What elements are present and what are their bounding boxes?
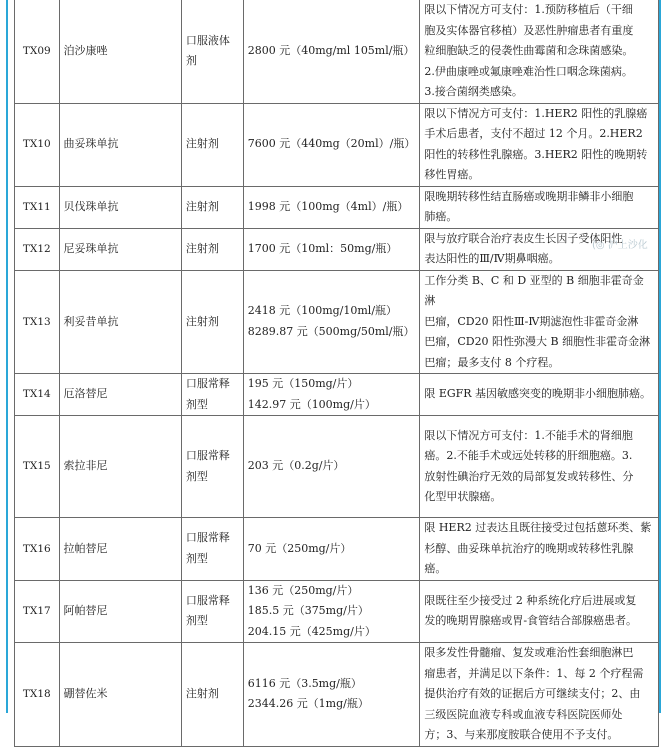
drug-code-cell: TX15: [15, 416, 60, 518]
dosage-form-line: 注射剂: [185, 199, 219, 213]
dosage-form-line: 剂型: [185, 397, 208, 411]
drug-name-cell: 曲妥珠单抗: [59, 103, 181, 186]
table-row: [15, 518, 659, 581]
dosage-form-line: 剂型: [185, 551, 208, 565]
drug-price-cell: [243, 103, 420, 186]
drug-code-cell: TX18: [15, 643, 60, 747]
reimbursement-limit-cell: [420, 270, 659, 374]
drug-price-cell: [243, 270, 420, 374]
table-row: [15, 416, 659, 518]
drug-price-cell: [243, 518, 420, 581]
reimbursement-limit-line: 三级医院血液专科或血液专科医院医师处: [424, 707, 623, 721]
reimbursement-limit-line: 肺癌。: [424, 210, 458, 223]
drug-price-line: 136 元（250mg/片）: [247, 583, 359, 597]
drug-code-cell: TX16: [15, 518, 60, 581]
drug-price-line: 195 元（150mg/片）: [247, 377, 359, 390]
drug-price-line: 142.97 元（100mg/片）: [247, 397, 376, 411]
drug-price-line: 1998 元（100mg（4ml）/瓶）: [247, 199, 409, 213]
reimbursement-limit-line: 发的晚期胃腺癌或胃-食管结合部腺癌患者。: [424, 614, 638, 628]
reimbursement-limit-line: 阳性的转移性乳腺癌。3.HER2 阳性的晚期转: [424, 147, 648, 161]
reimbursement-limit-line: 限晚期转移性结直肠癌或晚期非鳞非小细胞: [424, 189, 634, 203]
reimbursement-limit-cell: [420, 416, 659, 518]
reimbursement-limit-cell: [420, 374, 659, 416]
reimbursement-limit-line: 限多发性骨髓瘤、复发或难治性套细胞淋巴: [424, 646, 634, 659]
drug-code-cell: TX14: [15, 374, 60, 416]
reimbursement-limit-line: 癌。2.不能手术或远处转移的肝细胞癌。3.: [424, 449, 633, 462]
reimbursement-limit-line: 癌。: [424, 562, 447, 575]
table-frame: [6, 0, 661, 741]
reimbursement-limit-cell: [420, 228, 659, 270]
reimbursement-limit-line: 巴瘤，CD20 阳性Ⅲ-Ⅳ期滤泡性非霍奇金淋: [424, 314, 639, 328]
table-row: [15, 580, 659, 643]
table-row: [15, 643, 659, 747]
table-row: [15, 374, 659, 416]
dosage-form-line: 注射剂: [185, 241, 219, 255]
reimbursement-limit-line: 化型甲状腺癌。: [424, 490, 502, 503]
dosage-form-cell: [181, 0, 243, 103]
drug-price-line: 185.5 元（375mg/片）: [247, 604, 369, 617]
dosage-form-cell: [181, 416, 243, 518]
reimbursement-limit-line: 3.接合菌纲类感染。: [424, 85, 523, 98]
dosage-form-cell: [181, 580, 243, 643]
reimbursement-limit-line: 胞及实体器官移植）及恶性肿瘤患者有重度: [424, 23, 634, 37]
drug-code-cell: TX11: [15, 186, 60, 228]
dosage-form-line: 口服常释: [185, 449, 230, 462]
watermark-text: (◎ 沪上沙化: [592, 240, 648, 251]
reimbursement-limit-line: 限以下情况方可支付：1.预防移植后（干细: [424, 3, 633, 16]
reimbursement-limit-line: 限既往至少接受过 2 种系统化疗后进展或复: [424, 593, 637, 607]
drug-name-cell: 泊沙康唑: [59, 0, 181, 103]
reimbursement-limit-line: 限 HER2 过表达且既往接受过包括蒽环类、紫: [424, 521, 652, 534]
reimbursement-limit-cell: [420, 0, 659, 103]
table-row: [15, 0, 659, 103]
dosage-form-line: 注射剂: [185, 687, 219, 700]
table-row: [15, 228, 659, 270]
drug-price-line: 2800 元（40mg/ml 105ml/瓶）: [247, 44, 415, 57]
drug-price-cell: [243, 0, 420, 103]
dosage-form-line: 剂: [185, 54, 197, 68]
drug-name-cell: 硼替佐米: [59, 643, 181, 747]
reimbursement-limit-line: 2.伊曲康唑或氟康唑难治性口咽念珠菌病。: [424, 64, 633, 78]
drug-price-line: 6116 元（3.5mg/瓶）: [247, 676, 362, 690]
drug-price-line: 203 元（0.2g/片）: [247, 459, 345, 473]
dosage-form-line: 剂型: [185, 614, 208, 628]
drug-name-cell: 拉帕替尼: [59, 518, 181, 581]
dosage-form-line: 口服常释: [185, 531, 230, 545]
drug-price-cell: [243, 186, 420, 228]
drug-price-line: 2418 元（100mg/10ml/瓶）: [247, 304, 398, 318]
drug-name-cell: 尼妥珠单抗: [59, 228, 181, 270]
table-row: [15, 270, 659, 374]
drug-name-cell: 厄洛替尼: [59, 374, 181, 416]
reimbursement-limit-line: 提供治疗有效的证据后方可继续支付；2、由: [424, 687, 641, 700]
drug-name-cell: 阿帕替尼: [59, 580, 181, 643]
reimbursement-limit-line: 限与放疗联合治疗表皮生长因子受体阳性: [424, 231, 623, 245]
drug-price-cell: [243, 643, 420, 747]
reimbursement-limit-line: 巴瘤，CD20 阳性弥漫大 B 细胞性非霍奇金淋: [424, 335, 651, 348]
reimbursement-limit-cell: [420, 643, 659, 747]
dosage-form-cell: [181, 186, 243, 228]
dosage-form-line: 口服常释: [185, 593, 230, 607]
reimbursement-limit-cell: [420, 518, 659, 581]
drug-price-line: 1700 元（10ml：50mg/瓶）: [247, 241, 398, 255]
dosage-form-line: 注射剂: [185, 137, 219, 151]
reimbursement-limit-line: 限 EGFR 基因敏感突变的晚期非小细胞肺癌。: [424, 387, 652, 401]
dosage-form-cell: [181, 643, 243, 747]
drug-reimbursement-table: [14, 0, 659, 747]
drug-price-line: 8289.87 元（500mg/50ml/瓶）: [247, 324, 415, 338]
reimbursement-limit-line: 表达阳性的Ⅲ/Ⅳ期鼻咽癌。: [424, 252, 560, 265]
reimbursement-limit-line: 放射性碘治疗无效的局部复发或转移性、分: [424, 469, 634, 483]
drug-name-cell: 利妥昔单抗: [59, 270, 181, 374]
dosage-form-cell: [181, 228, 243, 270]
drug-price-cell: [243, 374, 420, 416]
reimbursement-limit-line: 工作分类 B、C 和 D 亚型的 B 细胞非霍奇金淋: [424, 273, 644, 307]
reimbursement-limit-line: 杉醇、曲妥珠单抗治疗的晚期或转移性乳腺: [424, 541, 634, 555]
drug-price-line: 2344.26 元（1mg/瓶）: [247, 697, 369, 711]
drug-price-line: 204.15 元（425mg/片）: [247, 624, 376, 638]
dosage-form-cell: [181, 518, 243, 581]
reimbursement-limit-cell: [420, 580, 659, 643]
drug-code-cell: TX17: [15, 580, 60, 643]
drug-price-line: 7600 元（440mg（20ml）/瓶）: [247, 137, 416, 151]
reimbursement-limit-line: 手术后患者，支付不超过 12 个月。2.HER2: [424, 127, 643, 140]
reimbursement-limit-line: 粒细胞缺乏的侵袭性曲霉菌和念珠菌感染。: [424, 44, 634, 57]
reimbursement-limit-line: 移性胃癌。: [424, 168, 480, 181]
drug-price-line: 70 元（250mg/片）: [247, 541, 352, 555]
dosage-form-line: 剂型: [185, 469, 208, 483]
reimbursement-limit-line: 瘤患者，并满足以下条件：1、每 2 个疗程需: [424, 666, 644, 680]
reimbursement-limit-line: 限以下情况方可支付：1.HER2 阳性的乳腺癌: [424, 106, 648, 120]
table-row: [15, 103, 659, 186]
dosage-form-cell: [181, 374, 243, 416]
reimbursement-limit-cell: [420, 186, 659, 228]
reimbursement-limit-line: 巴瘤；最多支付 8 个疗程。: [424, 355, 560, 369]
reimbursement-limit-cell: [420, 103, 659, 186]
drug-code-cell: TX09: [15, 0, 60, 103]
drug-name-cell: 贝伐珠单抗: [59, 186, 181, 228]
table-row: [15, 186, 659, 228]
dosage-form-line: 口服常释: [185, 377, 230, 390]
drug-code-cell: TX13: [15, 270, 60, 374]
drug-code-cell: TX10: [15, 103, 60, 186]
dosage-form-cell: [181, 270, 243, 374]
dosage-form-line: 注射剂: [185, 314, 219, 328]
dosage-form-cell: [181, 103, 243, 186]
drug-price-cell: [243, 416, 420, 518]
drug-price-cell: [243, 580, 420, 643]
drug-price-cell: [243, 228, 420, 270]
drug-code-cell: TX12: [15, 228, 60, 270]
drug-name-cell: 索拉非尼: [59, 416, 181, 518]
dosage-form-line: 口服液体: [185, 33, 230, 47]
reimbursement-limit-line: 限以下情况方可支付：1.不能手术的肾细胞: [424, 428, 633, 442]
reimbursement-limit-line: 方；3、与来那度胺联合使用不予支付。: [424, 728, 619, 741]
